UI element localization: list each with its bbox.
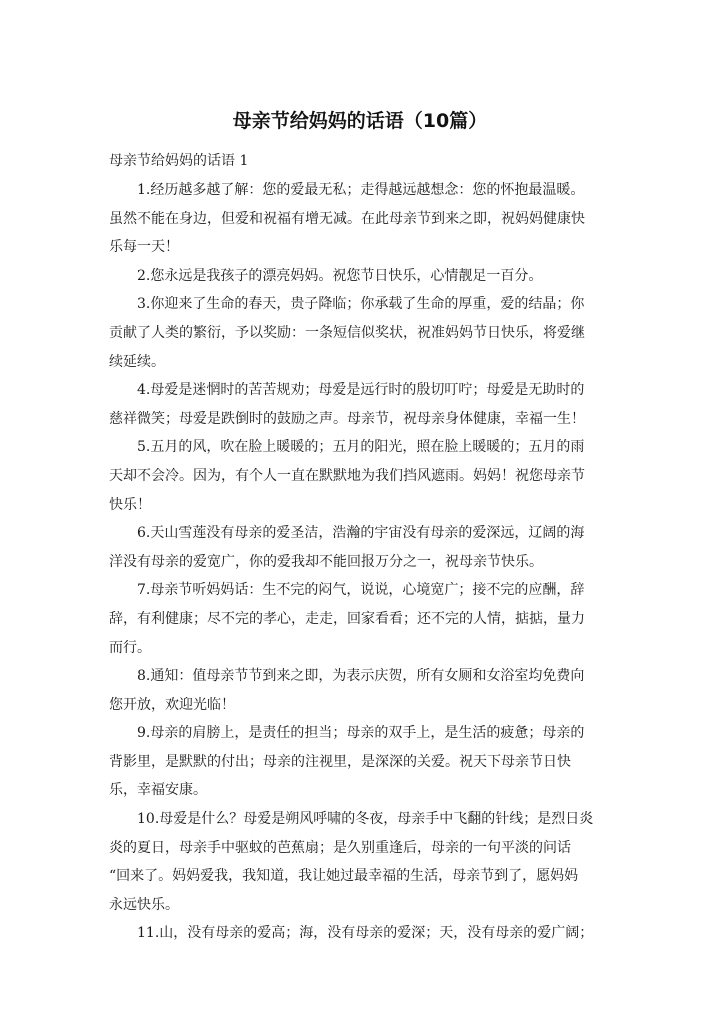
paragraph bbox=[109, 805, 609, 919]
paragraph-line: 快乐！ bbox=[109, 496, 151, 513]
paragraph-line: 慈祥微笑；母爱是跌倒时的鼓励之声。母亲节，祝母亲身体健康，幸福一生！ bbox=[109, 410, 585, 427]
paragraph-line: 1.经历越多越了解：您的爱最无私；走得越远越想念：您的怀抱最温暖。 bbox=[137, 182, 585, 198]
paragraph bbox=[109, 290, 609, 376]
paragraph-line: 炎的夏日，母亲手中驱蚊的芭蕉扇；是久别重逢后，母亲的一句平淡的问话 bbox=[109, 839, 571, 856]
paragraph-line: 6.天山雪莲没有母亲的爱圣洁，浩瀚的宇宙没有母亲的爱深远，辽阔的海 bbox=[137, 525, 585, 542]
paragraph-line: 5.五月的风，吹在脸上暖暖的；五月的阳光，照在脸上暖暖的；五月的雨 bbox=[137, 439, 585, 456]
paragraph-line: 续延续。 bbox=[109, 353, 165, 370]
paragraph-line: 3.你迎来了生命的春天，贵子降临；你承载了生命的厚重，爱的结晶；你 bbox=[137, 296, 585, 313]
paragraph-line: 背影里，是默默的付出；母亲的注视里，是深深的关爱。祝天下母亲节日快 bbox=[109, 753, 571, 770]
section-subtitle: 母亲节给妈妈的话语 1 bbox=[109, 153, 249, 169]
paragraph-line: 永远快乐。 bbox=[109, 896, 179, 913]
paragraph bbox=[109, 376, 609, 433]
paragraph-line: 而行。 bbox=[109, 639, 151, 656]
paragraph-line: 虽然不能在身边，但爱和祝福有增无减。在此母亲节到来之即，祝妈妈健康快 bbox=[109, 210, 585, 227]
paragraph-line: 10.母爱是什么？母爱是朔风呼啸的冬夜，母亲手中飞翻的针线；是烈日炎 bbox=[137, 811, 594, 828]
paragraph bbox=[109, 576, 609, 662]
paragraph-line: 8.通知：值母亲节节到来之即，为表示庆贺，所有女厕和女浴室均免费向 bbox=[137, 668, 585, 685]
paragraph-line: 2.您永远是我孩子的漂亮妈妈。祝您节日快乐，心情靓足一百分。 bbox=[137, 267, 543, 284]
paragraph bbox=[109, 433, 609, 519]
paragraph-line: 天却不会冷。因为，有个人一直在默默地为我们挡风遮雨。妈妈！祝您母亲节 bbox=[109, 467, 585, 484]
paragraph-line: 洋没有母亲的爱宽广，你的爱我却不能回报万分之一，祝母亲节快乐。 bbox=[109, 553, 543, 570]
paragraph bbox=[109, 919, 609, 948]
document-body bbox=[109, 176, 609, 948]
paragraph-line: 您开放，欢迎光临！ bbox=[109, 696, 235, 713]
paragraph bbox=[109, 719, 609, 805]
paragraph-line: 辞，有利健康；尽不完的孝心，走走，回家看看；还不完的人情，掂掂，量力 bbox=[109, 610, 585, 627]
paragraph-line: 乐，幸福安康。 bbox=[109, 782, 207, 799]
paragraph-line: 9.母亲的肩膀上，是责任的担当；母亲的双手上，是生活的疲惫；母亲的 bbox=[137, 725, 585, 742]
paragraph-line: 11.山，没有母亲的爱高；海，没有母亲的爱深；天，没有母亲的爱广阔； bbox=[137, 925, 594, 942]
paragraph-line: 7.母亲节听妈妈话：生不完的闷气，说说，心境宽广；接不完的应酬，辞 bbox=[137, 582, 585, 599]
paragraph-line: 贡献了人类的繁衍，予以奖励：一条短信似奖状，祝准妈妈节日快乐，将爱继 bbox=[109, 324, 585, 341]
paragraph bbox=[109, 662, 609, 719]
paragraph bbox=[109, 176, 609, 262]
paragraph bbox=[109, 262, 609, 291]
page-title: 母亲节给妈妈的话语（10篇） bbox=[232, 110, 488, 132]
paragraph-line: “回来了。妈妈爱我，我知道，我让她过最幸福的生活，母亲节到了，愿妈妈 bbox=[109, 868, 579, 885]
paragraph-line: 4.母爱是迷惘时的苦苦规劝；母爱是远行时的殷切叮咛；母爱是无助时的 bbox=[137, 382, 585, 399]
paragraph-line: 乐每一天！ bbox=[109, 239, 179, 256]
paragraph bbox=[109, 519, 609, 576]
